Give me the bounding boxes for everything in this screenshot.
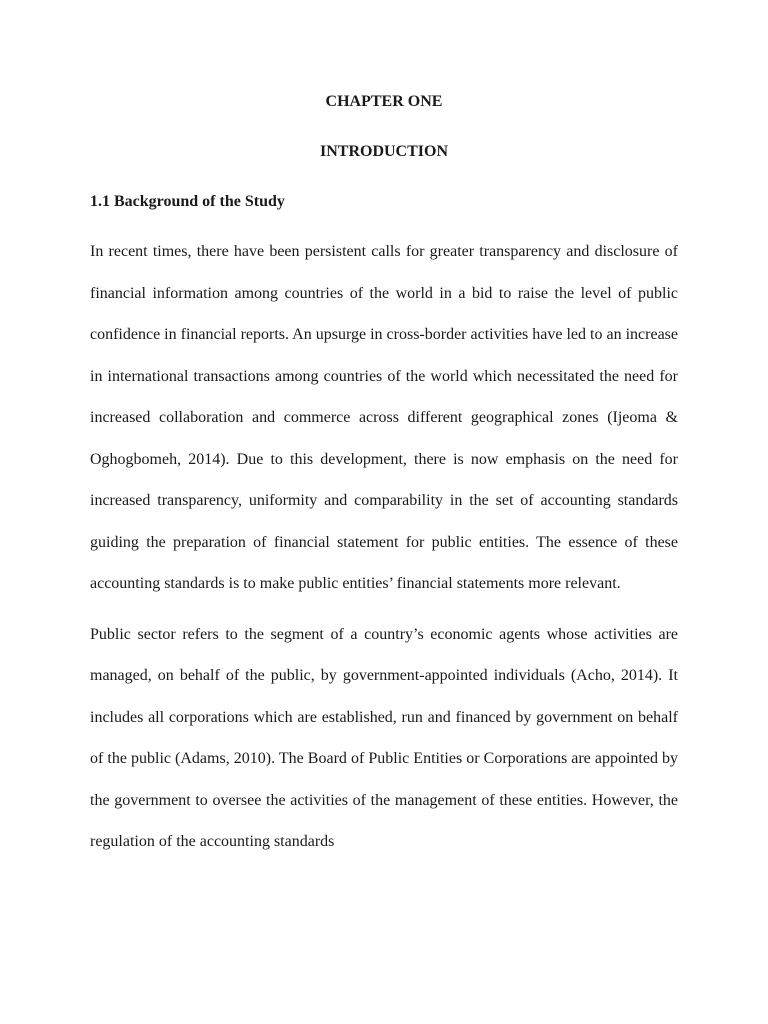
page-content xyxy=(90,88,678,863)
body-paragraph-2: Public sector refers to the segment of a country’s economic agents whose activities are managed, on behalf of the public, by government-appointed individuals (Acho, 2014). It includes all corporations which are established, run and financed by government on behalf of the public (Adams, 2010). The Board of Public Entities or Corporations are appointed by the government to oversee the activities of the management of these entities. However, the regulation of the accounting standards xyxy=(90,625,678,850)
body-paragraph-1: In recent times, there have been persistent calls for greater transparency and disclosure of financial information among countries of the world in a bid to raise the level of public confidence in financial reports. An upsurge in cross-border activities have led to an increase in international transactions among countries of the world which necessitated the need for increased collaboration and commerce across different geographical zones (Ijeoma & Oghogbomeh, 2014). Due to this development, there is now emphasis on the need for increased transparency, uniformity and comparability in the set of accounting standards guiding the preparation of financial statement for public entities. The essence of these accounting standards is to make public entities’ financial statements more relevant. xyxy=(90,243,678,592)
chapter-heading: CHAPTER ONE xyxy=(325,93,443,110)
section-title: INTRODUCTION xyxy=(319,143,448,160)
subsection-heading: 1.1 Background of the Study xyxy=(90,193,285,210)
